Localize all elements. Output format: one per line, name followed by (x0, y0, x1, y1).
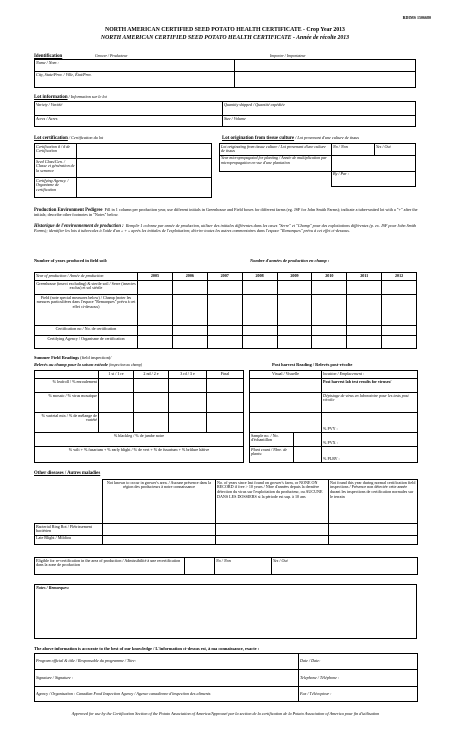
disease-corner (35, 480, 103, 524)
importer-label: Importer / Importateur (270, 54, 306, 58)
varietal-cell[interactable] (99, 413, 134, 433)
visual-label: Visual / Visuelle (250, 371, 322, 379)
greenhouse-cell[interactable] (312, 281, 347, 295)
year-2009: 2009 (277, 273, 312, 281)
agency-cell[interactable] (347, 336, 382, 349)
seed-class-label: Seed Class/Gen. / Classe et génération de la semence (35, 159, 77, 178)
lab-results-heading: Post harvest lab test results for viruses/ (322, 379, 418, 393)
mosaic-label: % mosaic / % virus mosaïque (35, 393, 99, 413)
program-official-field[interactable]: Program official & title / Responsable du programme / Titre: (35, 654, 299, 670)
summer-heading-fr: Relevés au champ pour la saison estivale (inspection au champ) (34, 362, 143, 367)
mosaic-cell[interactable] (169, 393, 207, 413)
field-cell[interactable] (382, 295, 417, 326)
quantity-field[interactable]: Quantity shipped / Quantité expédiée (223, 102, 416, 116)
plrv-field[interactable]: % PLRV : (322, 447, 418, 463)
summer-heading: Summer Field Readings (field inspection)/ (34, 355, 112, 360)
micropropagated-field[interactable] (332, 155, 416, 171)
visual-cell[interactable] (250, 393, 322, 413)
cert-agency-field[interactable] (77, 178, 212, 198)
agency-field: Agency / Organisation : Canadian Food Inspection Agency / Agence canadienne d'inspection des aliments (35, 687, 299, 702)
field-cell[interactable] (277, 295, 312, 326)
leafroll-cell[interactable] (99, 379, 134, 393)
importer-name-field[interactable] (235, 60, 416, 72)
lot-info-heading: Lot information / Information sur le lot (34, 94, 107, 100)
field-cell[interactable] (312, 295, 347, 326)
late-blight-label: Late Blight / Mildiou (35, 535, 103, 544)
tissue-blank (220, 171, 332, 186)
ring-rot-cell[interactable] (329, 524, 418, 536)
agency-cell[interactable] (138, 336, 173, 349)
tissue-row-label: Lot originating from tissue culture / Lot provenant d'une culture de tissus (220, 144, 332, 156)
greenhouse-cell[interactable] (207, 281, 242, 295)
tissue-heading: Lot origination from tissue culture / Lot provenant d'une culture de tissus (222, 135, 360, 141)
variety-field[interactable]: Variety / Variété (35, 102, 223, 116)
field-cell[interactable] (242, 295, 277, 326)
other-diseases-heading: Other diseases / Autres maladies (34, 471, 101, 476)
plant-count-value[interactable] (294, 447, 322, 463)
cert-no-cell[interactable] (382, 326, 417, 336)
field-cell[interactable] (347, 295, 382, 326)
year-of-production-label: Year of production / Année de production (35, 273, 138, 281)
agency-cell[interactable] (277, 336, 312, 349)
agency-cell[interactable] (172, 336, 207, 349)
title-en: NORTH AMERICAN CERTIFIED SEED POTATO HEALTH CERTIFICATE - Crop Year 2013 (105, 27, 345, 33)
field-label: Field (note special measures below) / Champ (noter les mesures particulières dans l'espace "Remarques" prévu à cet effet ci-dessous) (35, 295, 138, 326)
field-cell[interactable] (138, 295, 173, 326)
agency-cell[interactable] (312, 336, 347, 349)
identification-table (34, 59, 416, 88)
ring-rot-label: Bacterial Ring Rot / Flétrissement bactérien (35, 524, 103, 536)
not-known-header: Not known to occur in grower's area. / Aucune présence dans la région des producteurs à notre connaissance (103, 480, 216, 524)
cert-no-cell[interactable] (242, 326, 277, 336)
agency-label: Certifying Agency / Organisme de certification (35, 336, 138, 349)
leafroll-label: % leafroll / % enroulement (35, 379, 99, 393)
cert-no-label: Certification no / No. de certification (35, 326, 138, 336)
year-2010: 2010 (312, 273, 347, 281)
cert-no-cell[interactable] (138, 326, 173, 336)
wilt-label: % wilt + % fusarium + % early blight / % de vert + % de fusarium + % brûlure hâtive (35, 447, 244, 463)
varietal-cell[interactable] (207, 413, 244, 433)
year-2011: 2011 (347, 273, 382, 281)
eligible-yes-checkbox[interactable]: Yes / Oui (272, 558, 418, 575)
leafroll-cell[interactable] (207, 379, 244, 393)
signature-table (34, 653, 418, 702)
eligible-label: Eligible for re-certification in the area of production / Admissibilité à une recertification dans la zone de production (35, 558, 185, 575)
lab-results-fr: Dépistage de virus en laboratoire pour les tests post récolte (322, 393, 418, 413)
year-2005: 2005 (138, 273, 173, 281)
fax-field[interactable]: Fax / Télécopieur : (299, 687, 418, 702)
greenhouse-cell[interactable] (242, 281, 277, 295)
sample-value[interactable] (294, 433, 322, 447)
eligible-no-checkbox[interactable]: No / Non (215, 558, 272, 575)
pedigree-text-en: Production Environment Pedigree Fill in 1 column per production year, use different initials in Greenhouse and Field boxes for different farms (eg. JSF for John Smith Farms); indicate a tuber-united lot with a "+" after the initials; describe other footnotes in "Notes" below. (34, 207, 418, 218)
lot-cert-table (34, 143, 212, 198)
visual-cell[interactable] (250, 413, 322, 433)
pedigree-table (34, 272, 417, 349)
micropropagated-label: Year micropropagated for planting / Année de multiplication par micropropagation en vue d'une plantation (220, 155, 332, 171)
cert-no-cell[interactable] (207, 326, 242, 336)
mosaic-cell[interactable] (134, 393, 169, 413)
year-2007: 2007 (207, 273, 242, 281)
leafroll-cell[interactable] (134, 379, 169, 393)
reading-3rd: 3 rd / 3 e (169, 371, 207, 379)
visual-cell[interactable] (250, 379, 322, 393)
year-2012: 2012 (382, 273, 417, 281)
blackleg-label: % blackleg / % de jambe noire (35, 433, 244, 447)
signature-field[interactable]: Signature / Signature : (35, 670, 299, 687)
other-diseases-table (34, 479, 418, 545)
greenhouse-cell[interactable] (347, 281, 382, 295)
telephone-field[interactable]: Telephone / Téléphone : (299, 670, 418, 687)
location-field[interactable]: location / Emplacement : (322, 371, 418, 379)
accuracy-statement: The above information is accurate to the best of our knowledge / L'information ci-dessus est, à ma connaissance, exacte : (34, 646, 260, 651)
mosaic-cell[interactable] (207, 393, 244, 413)
acres-field[interactable]: Acres / Acres (35, 116, 223, 127)
document-id: RDIMS 1506680 (402, 15, 431, 20)
late-blight-cell[interactable] (216, 535, 329, 544)
pvy-field[interactable]: % PVY : (322, 413, 418, 433)
seed-class-field[interactable] (77, 159, 212, 178)
notes-table (34, 584, 417, 639)
summer-table (34, 370, 418, 463)
late-blight-cell[interactable] (329, 535, 418, 544)
mosaic-cell[interactable] (99, 393, 134, 413)
post-harvest-heading: Post harvest Reading / Relevés post-récolte (272, 362, 353, 367)
importer-city-field[interactable] (235, 72, 416, 88)
years-field-en: Number of years produced in field soil: (34, 258, 108, 263)
greenhouse-cell[interactable] (172, 281, 207, 295)
field-cell[interactable] (172, 295, 207, 326)
leafroll-cell[interactable] (169, 379, 207, 393)
pedigree-text-fr: Historique de l'environnement de production : Remplir 1 colonne par année de production, utiliser des initiales différentes dans les cases "Serre" et "Champ" pour des exploitations différentes (p. ex. JSF pour John Smith Farms); identifier les lots à tubercules à l'aide d'un « + » après les initiales de l'exploitation; décrire toutes les autres commentaires dans l'espace "Remarques" prévu à cet effet ci-dessous. (34, 223, 417, 234)
tissue-table (219, 143, 416, 187)
field-cell[interactable] (207, 295, 242, 326)
cert-number-field[interactable] (77, 144, 212, 159)
cert-no-cell[interactable] (347, 326, 382, 336)
notes-field[interactable]: Notes / Remarques: (35, 585, 417, 639)
tissue-yes-checkbox[interactable]: Yes / Oui (375, 144, 416, 156)
reading-final: Final (207, 371, 244, 379)
greenhouse-label: Greenhouse (insect excluding) & sterile soil / Serre (insectes exclus) et sol stérile (35, 281, 138, 295)
eligible-table (34, 557, 418, 575)
years-since-header: No. of years since last found on grower's farm, or NONE ON RECORD if free > 10 years / Nbre d'années depuis la dernière détection du virus sur l'exploitation du producteur, ou AUCUNE DANS LES DOSSIERS si la période est sup. à 10 ans (216, 480, 329, 524)
tissue-by-field[interactable]: By / Par : (332, 171, 416, 186)
years-field-fr: Nombre d'années de production en champ : (250, 258, 330, 263)
size-field[interactable]: Size / Volume (223, 116, 416, 127)
summer-corner (35, 371, 99, 379)
lot-cert-heading: Lot certification / Certification du lot (34, 135, 104, 141)
reading-1st: 1 st / 1 re (99, 371, 134, 379)
greenhouse-cell[interactable] (138, 281, 173, 295)
lot-info-table (34, 101, 416, 127)
greenhouse-cell[interactable] (382, 281, 417, 295)
varietal-cell[interactable] (169, 413, 207, 433)
varietal-cell[interactable] (134, 413, 169, 433)
ring-rot-cell[interactable] (103, 524, 216, 536)
not-found-header: Not found this year during normal certification field inspections / Présence non détectée cette année durant les inspections de certification normales sur le terrain (329, 480, 418, 524)
eligible-blank[interactable] (185, 558, 215, 575)
greenhouse-cell[interactable] (277, 281, 312, 295)
approval-footer: Approved for use by the Certification Section of the Potato Association of America/Approuvé par la section de la certification de la Potato Association of America pour fin d'utilisation (71, 711, 380, 716)
name-field[interactable]: Name / Nom : (35, 60, 235, 72)
agency-cell[interactable] (207, 336, 242, 349)
year-2008: 2008 (242, 273, 277, 281)
year-2006: 2006 (172, 273, 207, 281)
cert-no-cell[interactable] (312, 326, 347, 336)
pvx-field[interactable]: % PVX : (322, 433, 418, 447)
grower-label: Grower / Producteur (95, 54, 128, 58)
cert-no-cell[interactable] (172, 326, 207, 336)
reading-2nd: 2 nd / 2 e (134, 371, 169, 379)
varietal-mix-label: % varietal mix / % de mélange de variété (35, 413, 99, 433)
agency-cell[interactable] (242, 336, 277, 349)
title-fr: NORTH AMERICAN CERTIFIED SEED POTATO HEALTH CERTIFICATE - Année de récolte 2013 (100, 35, 350, 41)
cert-agency-label: Certifying Agency. / Organisme de certification (35, 178, 77, 198)
late-blight-cell[interactable] (103, 535, 216, 544)
ring-rot-cell[interactable] (216, 524, 329, 536)
agency-cell[interactable] (382, 336, 417, 349)
plant-count-field[interactable]: Plant count / Nbre. de plants: (250, 447, 294, 463)
sample-no-field[interactable]: Sample no. / No. d'échantillon (250, 433, 294, 447)
cert-no-cell[interactable] (277, 326, 312, 336)
city-field[interactable]: City, State/Prov. / Ville, État/Prov. (35, 72, 235, 88)
date-field[interactable]: Date / Date: (299, 654, 418, 670)
tissue-no-checkbox[interactable]: No / Non (332, 144, 375, 156)
identification-heading: Identification (34, 54, 63, 59)
cert-number-label: Certification # / # de Certification (35, 144, 77, 159)
